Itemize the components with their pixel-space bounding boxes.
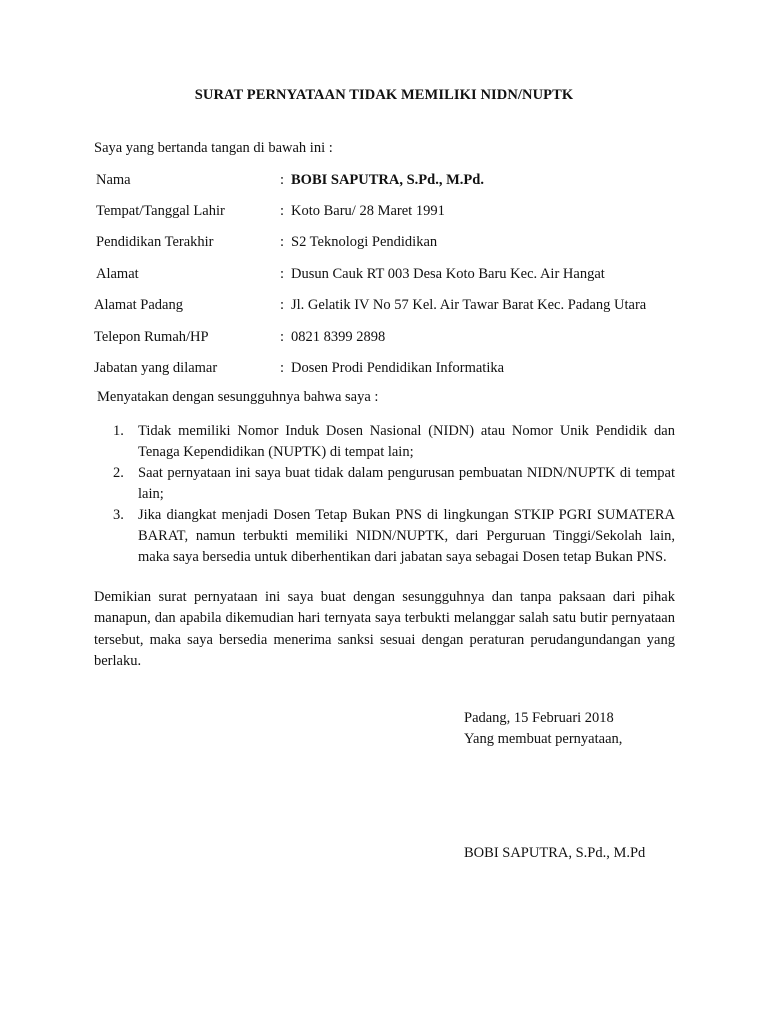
field-label: Jabatan yang dilamar	[94, 360, 218, 376]
field-colon: :	[280, 360, 285, 376]
field-colon: :	[280, 172, 285, 188]
field-value: Koto Baru/ 28 Maret 1991	[291, 203, 445, 219]
list-number: 3.	[113, 507, 124, 523]
field-label: Telepon Rumah/HP	[94, 329, 209, 345]
list-item	[113, 463, 675, 505]
list-item	[113, 421, 675, 463]
document-title: SURAT PERNYATAAN TIDAK MEMILIKI NIDN/NUPTK	[194, 87, 574, 103]
list-item	[113, 505, 675, 568]
field-label: Alamat	[96, 266, 139, 282]
field-colon: :	[280, 266, 285, 282]
field-label: Alamat Padang	[94, 297, 183, 313]
field-value-name: BOBI SAPUTRA, S.Pd., M.Pd.	[291, 172, 484, 188]
field-colon: :	[280, 203, 285, 219]
field-value: Dusun Cauk RT 003 Desa Koto Baru Kec. Air Hangat	[291, 266, 605, 282]
field-label: Tempat/Tanggal Lahir	[96, 203, 225, 219]
signatory-caption: Yang membuat pernyataan,	[464, 731, 623, 747]
closing-paragraph: Demikian surat pernyataan ini saya buat dengan sesungguhnya dan tanpa paksaan dari pihak manapun, dan apabila dikemudian hari ternyata saya terbukti melanggar salah satu butir pernyataan tersebut, maka saya bersedia menerima sanksi sesuai dengan peraturan perudangundangan yang berlaku.	[94, 589, 675, 669]
signature-block	[464, 708, 622, 750]
field-colon: :	[280, 297, 285, 313]
field-label: Pendidikan Terakhir	[96, 234, 214, 250]
declaration-intro: Menyatakan dengan sesungguhnya bahwa saya :	[97, 389, 379, 405]
place-date: Padang, 15 Februari 2018	[464, 710, 614, 726]
intro-text: Saya yang bertanda tangan di bawah ini :	[94, 140, 333, 156]
list-text: Jika diangkat menjadi Dosen Tetap Bukan PNS di lingkungan STKIP PGRI SUMATERA BARAT, namun terbukti memiliki NIDN/NUPTK, dari Perguruan Tinggi/Sekolah lain, maka saya bersedia untuk diberhentikan dari jabatan saya sebagai Dosen tetap Bukan PNS.	[138, 507, 675, 565]
list-number: 1.	[113, 423, 124, 439]
list-text: Saat pernyataan ini saya buat tidak dalam pengurusan pembuatan NIDN/NUPTK di tempat lain;	[138, 465, 675, 502]
field-value: Jl. Gelatik IV No 57 Kel. Air Tawar Barat Kec. Padang Utara	[291, 297, 647, 313]
field-value: Dosen Prodi Pendidikan Informatika	[291, 360, 505, 376]
field-colon: :	[280, 234, 285, 250]
field-value: S2 Teknologi Pendidikan	[291, 234, 438, 250]
field-label: Nama	[96, 172, 131, 188]
field-colon: :	[280, 329, 285, 345]
field-value: 0821 8399 2898	[291, 329, 386, 345]
statement-list	[113, 421, 675, 568]
list-text: Tidak memiliki Nomor Induk Dosen Nasional (NIDN) atau Nomor Unik Pendidik dan Tenaga Kependidikan (NUPTK) di tempat lain;	[138, 423, 675, 460]
signatory-name: BOBI SAPUTRA, S.Pd., M.Pd	[464, 845, 646, 861]
list-number: 2.	[113, 465, 124, 481]
